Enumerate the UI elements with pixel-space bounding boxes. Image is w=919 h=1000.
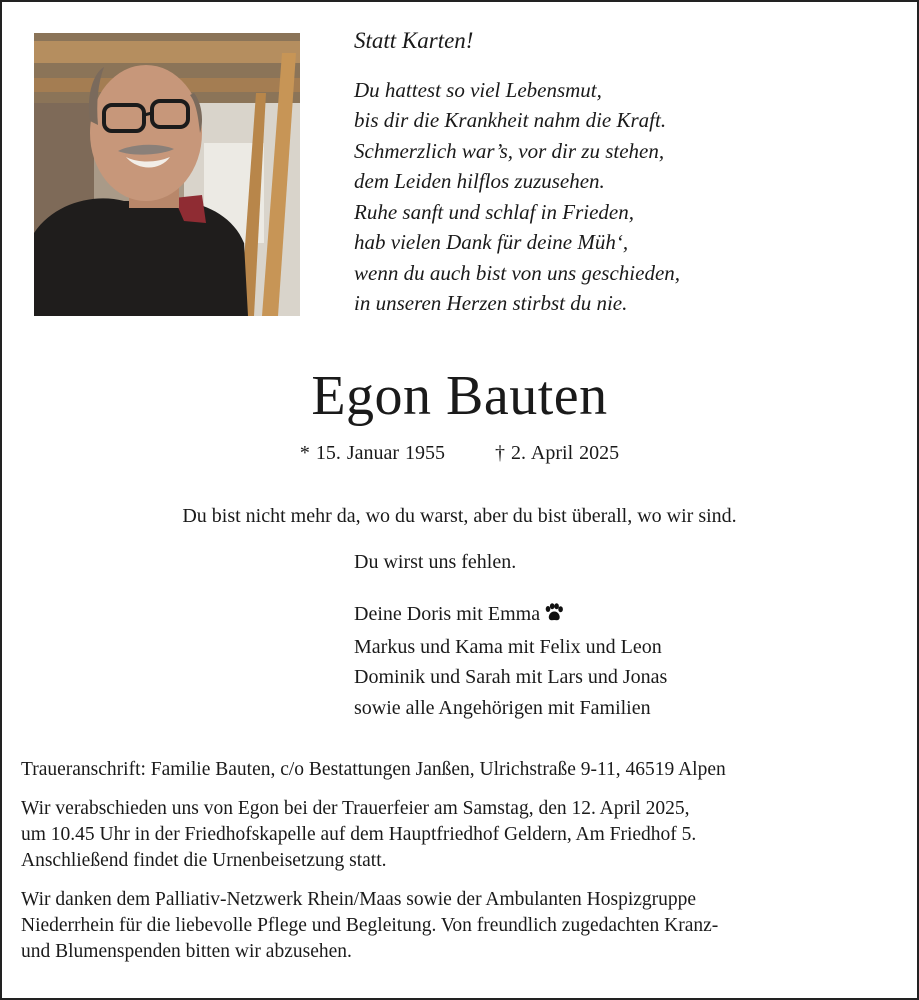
death-date: † 2. April 2025 — [495, 442, 620, 464]
poem-line: in unseren Herzen stirbst du nie. — [354, 291, 628, 315]
family-line: Dominik und Sarah mit Lars und Jonas — [354, 666, 668, 688]
poem-line: dem Leiden hilflos zuzusehen. — [354, 169, 605, 193]
poem — [354, 26, 894, 319]
poem-intro: Statt Karten! — [354, 28, 474, 53]
poem-line: Ruhe sanft und schlaf in Frieden, — [354, 199, 634, 224]
paw-icon — [544, 601, 564, 632]
family-line: sowie alle Angehörigen mit Familien — [354, 696, 651, 719]
poem-line: Du hattest so viel Lebensmut, — [354, 77, 602, 102]
poem-line: bis dir die Krankheit nahm die Kraft. — [354, 108, 667, 132]
family-signatures — [354, 599, 667, 723]
ceremony-details: Wir verabschieden uns von Egon bei der Trauerfeier am Samstag, den 12. April 2025, um 10.45 Uhr in der Friedhofskapelle auf dem Hauptfriedhof Geldern, Am Friedhof 5. Anschließend findet die Urnenbeisetzung statt. — [21, 798, 697, 871]
poem-line: wenn du auch bist von uns geschieden, — [354, 260, 681, 285]
notice-info — [21, 757, 901, 978]
thanks-note: Wir danken dem Palliativ-Netzwerk Rhein/Maas sowie der Ambulanten Hospizgruppe Niederrhein für die liebevolle Pflege und Begleitung. Von freundlich zugedachten Kranz- und Blumenspenden bitten wir abzusehen. — [21, 889, 719, 962]
family-line: Deine Doris mit Emma — [354, 599, 667, 632]
life-dates — [2, 442, 917, 465]
poem-line: Schmerzlich war’s, vor dir zu stehen, — [354, 138, 665, 163]
deceased-name: Egon Bauten — [311, 365, 608, 427]
portrait-photo — [34, 33, 300, 316]
poem-line: hab vielen Dank für deine Müh‘, — [354, 230, 629, 254]
memorial-quote: Du bist nicht mehr da, wo du warst, aber du bist überall, wo wir sind. — [182, 505, 737, 527]
birth-date: * 15. Januar 1955 — [299, 442, 446, 464]
miss-line: Du wirst uns fehlen. — [354, 551, 517, 573]
family-line: Markus und Kama mit Felix und Leon — [354, 635, 662, 658]
mourning-address: Traueranschrift: Familie Bauten, c/o Bestattungen Janßen, Ulrichstraße 9-11, 46519 Alpen — [21, 759, 726, 780]
